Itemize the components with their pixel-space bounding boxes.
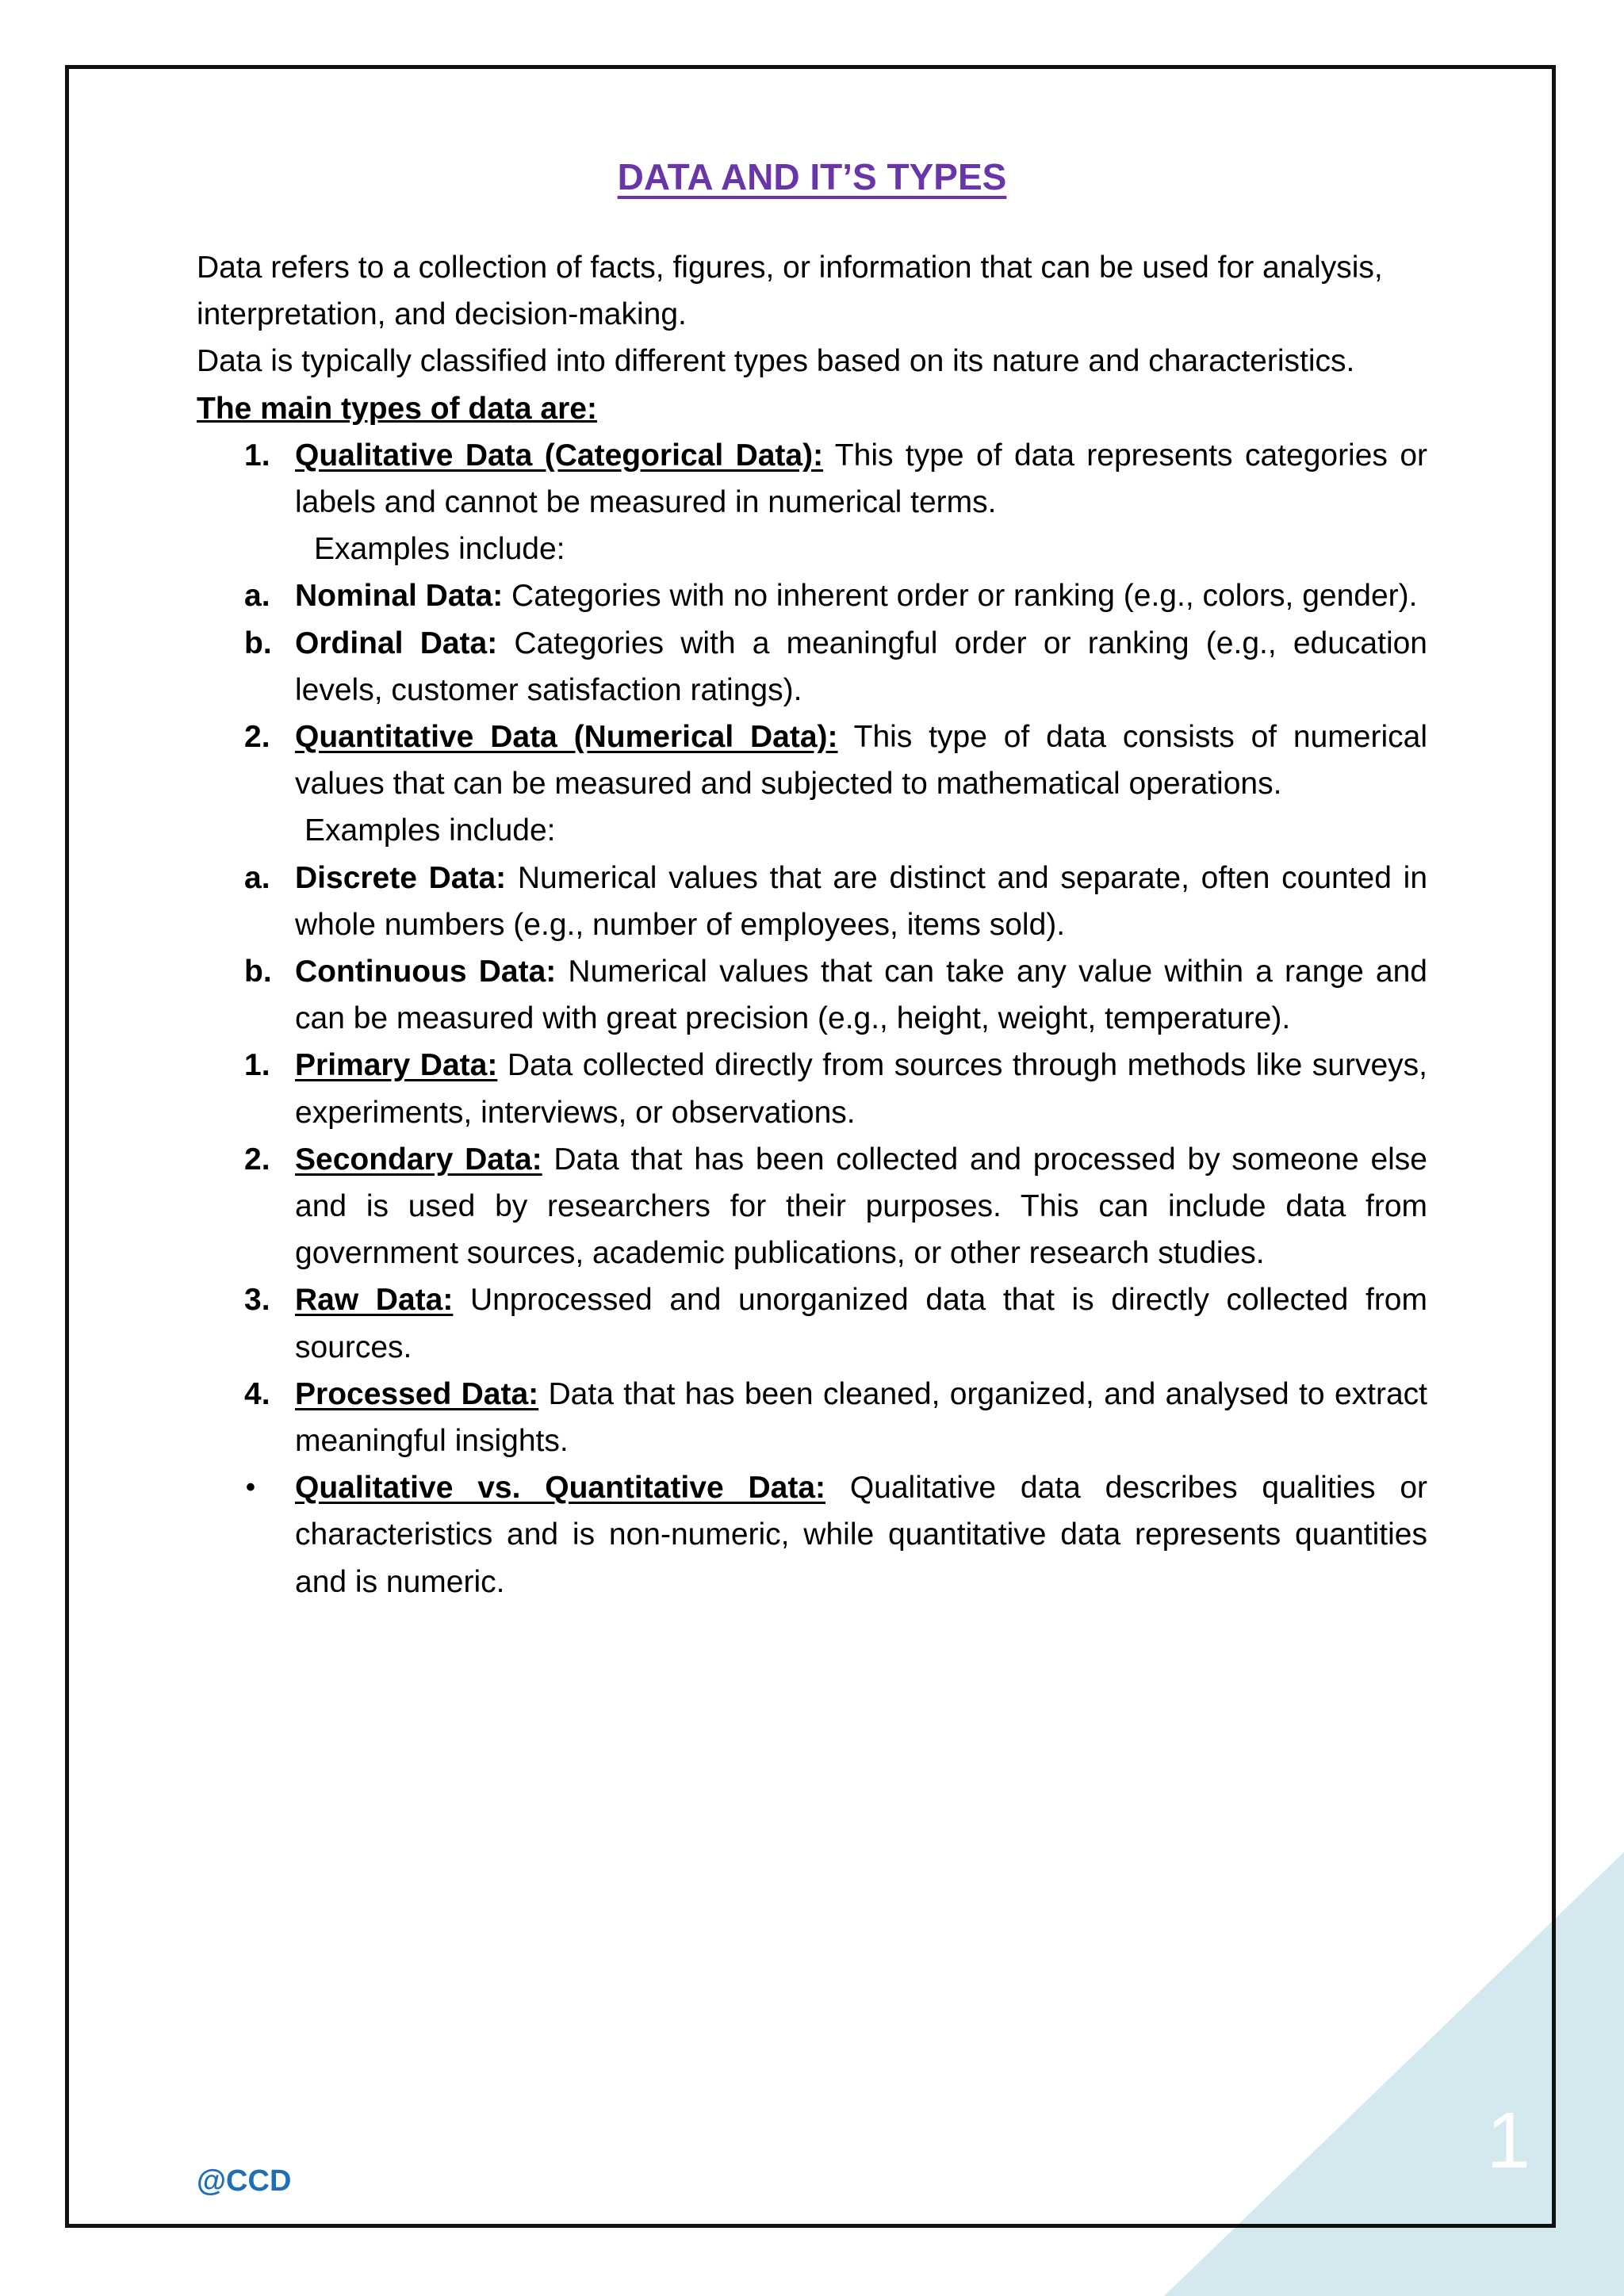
- list-item-text: Data that has been cleaned, organized, and analysed to extract meaningful insights.: [295, 1376, 1428, 1459]
- list-marker: 4.: [244, 1376, 270, 1411]
- list-item-term: Nominal Data:: [295, 579, 504, 614]
- list-item-text: This type of data represents categories or labels and cannot be measured in numerical terms.: [295, 438, 1428, 520]
- list-item-term: Qualitative Data (Categorical Data):: [295, 438, 824, 473]
- list-item-continuous: [197, 948, 1427, 1042]
- list-item-processed: [197, 1371, 1427, 1464]
- list-item-text: Categories with a meaningful order or ranking (e.g., education levels, customer satisfaction ratings).: [295, 626, 1428, 707]
- list-marker: b.: [244, 955, 272, 989]
- list-item-text: Qualitative data describes qualities or characteristics and is non-numeric, while quantitative data represents quantities and is numeric.: [295, 1471, 1427, 1599]
- list-marker: a.: [244, 579, 270, 614]
- list-item-primary: [197, 1042, 1427, 1135]
- document-body: [197, 151, 1427, 1605]
- examples-label: Examples include:: [314, 532, 565, 567]
- list-item-term: Primary Data:: [295, 1048, 498, 1083]
- list-item-term: Secondary Data:: [295, 1142, 542, 1177]
- list-item-text: This type of data consists of numerical values that can be measured and subjected to mathematical operations.: [295, 720, 1427, 802]
- list-item-nominal: [197, 572, 1427, 619]
- list-item-term: Ordinal Data:: [295, 626, 498, 660]
- list-marker: 1.: [244, 1048, 270, 1083]
- list-item-term: Raw Data:: [295, 1283, 454, 1318]
- list-item-discrete: [197, 855, 1427, 948]
- list-item-text: Numerical values that are distinct and separate, often counted in whole numbers (e.g., number of employees, items sold).: [295, 860, 1428, 942]
- examples-label: Examples include:: [304, 813, 556, 848]
- list-item-raw: [197, 1276, 1427, 1370]
- list-item-term: Discrete Data:: [295, 860, 507, 895]
- footer-brand: @CCD: [197, 2164, 292, 2198]
- list-marker: a.: [244, 860, 270, 895]
- page-title: DATA AND IT’S TYPES: [617, 156, 1007, 197]
- intro-paragraph-2: Data is typically classified into different types based on its nature and characteristics.: [197, 344, 1355, 379]
- list-item-term: Quantitative Data (Numerical Data):: [295, 720, 838, 755]
- intro-paragraph-1: Data refers to a collection of facts, figures, or information that can be used for analysis, interpretation, and decision-making.: [197, 251, 1383, 332]
- list-marker: 3.: [244, 1283, 270, 1318]
- list-marker: b.: [244, 626, 272, 660]
- list-item-term: Continuous Data:: [295, 955, 557, 989]
- list-item-text: Unprocessed and unorganized data that is directly collected from sources.: [295, 1283, 1427, 1364]
- list-item-term: Qualitative vs. Quantitative Data:: [295, 1471, 825, 1506]
- list-marker: 1.: [244, 438, 270, 473]
- list-marker: 2.: [244, 1142, 270, 1177]
- section-heading: The main types of data are:: [197, 391, 597, 426]
- list-item-secondary: [197, 1136, 1427, 1277]
- list-item-text: Data collected directly from sources through methods like surveys, experiments, interviews, or observations.: [295, 1048, 1427, 1130]
- list-item-qualitative: [197, 432, 1427, 526]
- list-item-term: Processed Data:: [295, 1376, 539, 1411]
- bullet-icon: •: [246, 1472, 255, 1503]
- list-item-text: Numerical values that can take any value within a range and can be measured with great precision (e.g., height, weight, temperature).: [295, 955, 1427, 1036]
- list-item-ordinal: [197, 620, 1427, 714]
- page-number: 1: [1486, 2096, 1530, 2185]
- list-item-text: Data that has been collected and processed by someone else and is used by researchers for their purposes. This can include data from government sources, academic publications, or other research studies.: [295, 1142, 1427, 1271]
- list-item-quantitative: [197, 714, 1427, 807]
- list-item-comparison: [197, 1464, 1427, 1605]
- list-item-text: Categories with no inherent order or ranking (e.g., colors, gender).: [503, 579, 1418, 614]
- list-marker: 2.: [244, 720, 270, 755]
